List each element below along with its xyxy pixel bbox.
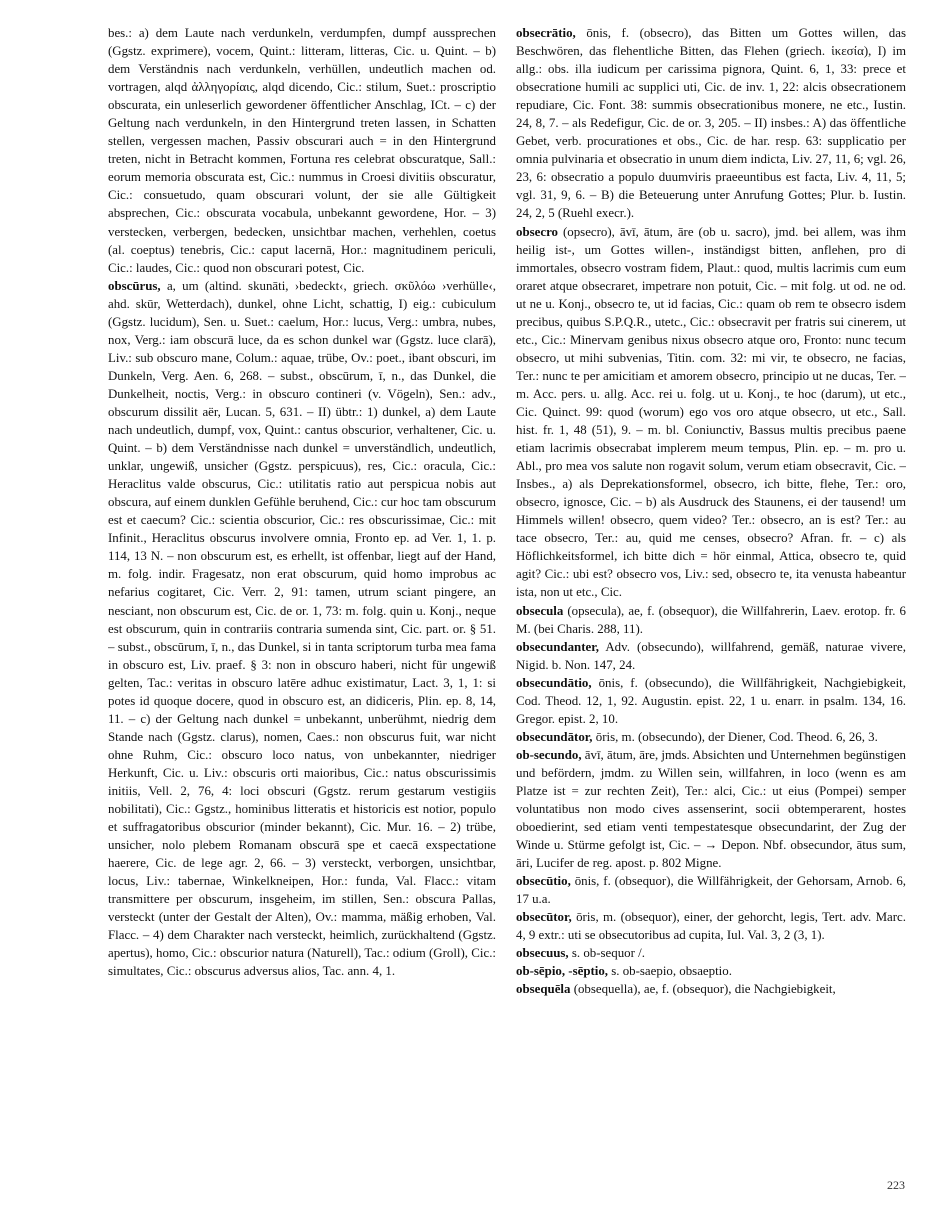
entry-text: Adv. (obsecundo), willfahrend, gemäß, naturae vivere, Nigid. b. Non. 147, 24. [516,639,906,672]
page-number: 223 [887,1178,905,1192]
entry-continuation [108,24,496,277]
entry [516,638,906,674]
entry-lemma: obscūrus, [108,278,161,293]
left-column [108,24,496,1174]
entry [516,602,906,638]
entry [516,872,906,908]
entry-text: (opsecula), ae, f. (obsequor), die Willfahrerin, Laev. erotop. fr. 6 M. (bei Charis. 288, 11). [516,603,906,636]
entry [516,223,906,602]
entry-lemma: ob-secundo, [516,747,582,762]
right-column [516,24,906,1174]
entry-lemma: obsecūtio, [516,874,571,889]
entry-lemma: obsequēla [516,982,571,997]
entry [108,277,496,981]
entry-text: s. ob-sequor /. [571,946,645,961]
entry-text: āvī, ātum, āre, jmds. Absichten und Unternehmen begünstigen und befördern, jmdm. zu Willen sein, willfahren, in loco (wenn es am Platze ist = zur rechten Zeit), Ter.: alci, Cic.: ut eius (Pompei) semper voluntatibus non modo cives assenserint, socii obtemperarent, hostes oboedierint, sed etiam venti tempestatesque obsecundarint, der Zug der Winde u. Stürme gefolgt ist, Cic. – → Depon. Nbf. obsecundor, ātus sum, āri, Lucifer de reg. apost. p. 802 Migne. [516,747,906,871]
entry-lemma: obsecundātor, [516,729,593,744]
entry-lemma: obsecuus, [516,946,569,961]
entry-lemma: obsecrātio, [516,26,576,40]
entry-lemma: obsecundanter, [516,639,599,654]
entry-lemma: obsecula [516,603,564,618]
entry-lemma: obsecro [516,224,559,239]
entry [516,980,906,998]
entry-lemma: obsecundātio, [516,675,592,690]
entry [516,944,906,962]
entry [516,962,906,980]
entry [516,908,906,944]
entry [516,746,906,872]
entry-text: (obsequella), ae, f. (obsequor), die Nachgiebigkeit, [573,982,836,997]
entry-text: ōris, m. (obsecundo), der Diener, Cod. Theod. 6, 26, 3. [595,729,878,744]
entry-lemma: ob-sēpio, -sēptio, [516,964,609,979]
entry-text: ōnis, f. (obsecundo), die Willfährigkeit, Nachgiebigkeit, Cod. Theod. 12, 1, 92. Augustin. epist. 22, 1 u. enarr. in psalm. 134, 16. Gregor. epist. 2, 10. [516,675,906,726]
entry-text: a, um (altind. skunāti, ›bedeckt‹, griech. σκῦλόω ›verhülle‹, ahd. skūr, Wetterdach), dunkel, ohne Licht, schattig, I) eig.: cubiculum (Ggstz. lucidum), Sen. u. Suet.: caelum, Hor.: lucus, Verg.: umbra, nubes, nox, Verg.: iam obscurā luce, da es schon dunkel war (Ggstz. luce clarā), Liv.: sub obscuro mane, Colum.: aquae, trübe, Ov.: poet., ibant obscuri, im Dunkeln, Verg. Aen. 6, 268. – subst., obscūrum, ī, n., das Dunkel, die Dunkelheit, noctis, Verg.: in obscuro contineri (v. Vögeln), Sen.: adv., obscurum dissilit aër, Lucan. 5, 631. – II) übtr.: 1) dunkel, a) dem Laute nach undeutlich, dumpf, vox, Quint.: cantus obscurior, verhaltener, Cic. u. Quint. – b) dem Verständnisse nach dunkel = unverständlich, undeutlich, unklar, ungewiß, unsicher (Ggstz. perspicuus), res, Cic.: oracula, Cic.: Heraclitus valde obscurus, Cic.: utilitatis ratio aut perspicua nobis aut obscura, auf einem dunklen Gefühle beruhend, Cic.: cur hoc tam obscurum est et caecum? Cic.: scientia obscurior, Cic.: res obscurissimae, Cic.: mit Infinit., Heraclitus obscurus involvere omnia, Fronto ep. ad Ver. 1, 1. p. 114, 13 N. – non obscurum est, es erhellt, ist offenbar, liegt auf der Hand, m. folg. indir. Fragesatz, non erat obscurum, quid homo improbus ac nefarius cogitaret, Cic. Verr. 2, 91: tamen, utrum sciant pingere, an nesciant, non obscurum est, Cic. de or. 1, 73: m. folg. quin u. Konj., neque est obscurum, quin in contrariis contraria sumenda sint, Cic. part. or. § 51. – subst., obscūrum, ī, n., das Dunkel, si in tanta scriptorum turba mea fama in obscuro est, Liv. praef. § 3: non in obscuro haberi, nicht für ungewiß gelten, Tac.: veritas in obscuro latēre adhuc existimatur, Lact. 3, 1, 1: si potes id quoque docere, quod in obscuro est, an didiceris, Plin. ep. 8, 14, 11. – c) der Geltung nach dunkel = unbekannt, unberühmt, niedrig dem Stande nach (Ggstz. clarus), nomen, Caes.: non obscurus fuit, war nicht ohne Ruhm, Cic.: obscuro loco natus, von unbekannter, niedriger Herkunft, Cic. u. Liv.: obscuris orti maioribus, Cic.: natus obscurissimis initiis, Vell. 2, 76, 4: loci obscuri (Ggstz. rerum gestarum vestigiis nobilitati), Cic.: Ggstz., hominibus litteratis et historicis est notior, populo et suffragatoribus obscurior (minder bekannt), Cic. Mur. 16. – 2) trübe, unsicher, nolo plebem Romanam obscurā spe et caecā exspectatione haerere, Cic. de lege agr. 2, 66. – 3) versteckt, verborgen, unsichtbar, locus, Liv.: tabernae, Winkelkneipen, Hor.: funda, Val. Flacc.: vitam transmittere per obscurum, insgeheim, im stillen, Sen.: obscura Pallas, versteckt (unter der Gestalt der Alten), Ov.: mamma, mäßig erhoben, Val. Flacc. – 4) dem Charakter nach versteckt, heimlich, zurückhaltend (Ggstz. apertus), homo, Cic.: obscurior natura (Naturell), Tac.: odium (Groll), Cic.: simultates, Cic.: obscurus adversus alios, Tac. ann. 4, 1. [108,278,496,979]
entry [516,674,906,728]
entry [516,728,906,746]
entry-text: ōris, m. (obsequor), einer, der gehorcht, legis, Tert. adv. Marc. 4, 9 extr.: uti se obsecutoribus ad cupita, Iul. Val. 3, 2 (3, 1). [516,910,906,943]
entry-text: s. ob-saepio, obsaeptio. [611,964,732,979]
entry [516,24,906,223]
entry-lemma: obsecūtor, [516,910,572,925]
entry-text: ōnis, f. (obsequor), die Willfährigkeit, der Gehorsam, Arnob. 6, 17 u.a. [516,874,906,907]
entry-text: bes.: a) dem Laute nach verdunkeln, verdumpfen, dumpf aussprechen (Ggstz. exprimere), vocem, Quint.: litteram, litteras, Cic. u. Quint. – b) dem Verständnis nach verdunkeln, verhüllen, undeutlich machen od. vortragen, alqd ἀλληγορίαις, alqd dicendo, Cic.: stilum, Suet.: proscriptio obscurata, ein unleserlich gewordener öffentlicher Anschlag, ICt. – c) der Geltung nach verdunkeln, in den Hintergrund treten lassen, in Schatten stellen, vergessen machen, Passiv obscurari auch = in den Hintergrund treten, nicht in Betracht kommen, Fortuna res celebrat obscuratque, Sall.: eorum memoria obscurata est, Cic.: nummus in Croesi divitiis obscuratur, Cic.: consuetudo, quam obscurari volunt, der sie alle Gültigkeit absprechen, Cic.: obscurata vocabula, unbekannt gewordene, Hor. – 3) verstecken, verbergen, bedecken, unsichtbar machen, verhehlen, coetus (al. coeptus) tenebris, Cic.: caput lacernā, Hor.: magnitudinem periculi, Cic.: laudes, Cic.: quod non obscurari potest, Cic. [108,26,496,275]
entry-text: (opsecro), āvī, ātum, āre (ob u. sacro), jmd. bei allem, was ihm heilig ist-, um Gottes willen-, inständigst bitten, anflehen, pro di immortales, obsecro vostram fidem, Plaut.: quod, multis lacrimis cum eum oraret atque obsecraret, impetrare non potuit, Cic. – mit folg. ut od. ne od. ut ne u. Konj., obsecro te, ut id facias, Cic.: quam ob rem te obsecro isdem precibus, quibus S.P.Q.R., utetc., Cic.: obsecravit per fratris sui cinerem, ut etc., Cic.: Minervam genibus nixus obsecro atque oro, Fronto: nunc tecum obsecro, ut mihi subvenias, Titin. com. 32: mi vir, te obsecro, ne facias, Ter.: nunc te per amicitiam et amorem obsecro, principio ut ne ducas, Ter. – m. Acc. pers. u. allg. Acc. rei u. folg. ut u. Konj., te hoc (darum), ut etc., Cic. Quinct. 99: quod (worum) ego vos oro atque obsecro, ut etc., Sall. hist. fr. 1, 48 (51), 9. – m. bl. Coniunctiv, Bassus multis precibus paene etiam lacrimis obsecrabat implerem meum tempus, Plin. ep. – m. pro u. Abl., pro mea vos salute non rogavit solum, verum etiam obsecravit, Cic. – Insbes., a) als Deprekationsformel, obsecro, ich bitte, flehe, Ter.: oro, obsecro, ignosce, Cic. – b) als Ausdruck des Staunens, ei der tausend! um Himmels willen! obsecro, quem video? Ter.: obsecro, an is est? Ter.: au tace obsecro, Ter.: au, quid me censes, obsecro? Afran. fr. – c) als Höflichkeitsformel, ich bitte dich = hör einmal, Attica, obsecro te, quid agit? Cic.: ubi est? obsecro vos, Liv.: sed, obsecro te, ita venusta habeantur ista, non ut etc., Cic. [516,224,906,600]
entry-text: ōnis, f. (obsecro), das Bitten um Gottes willen, das Beschwören, das flehentliche Bitten, das Flehen (griech. ἱκεσία), I) im allg.: obs. illa iudicum per carissima pignora, Quint. 6, 1, 33: prece et obsecratione humili ac supplici uti, Cic. de inv. 1, 22: alcis obsecrationem repudiare, Cic. Font. 38: summis obsecrationibus monere, ne etc., Iustin. 24, 8, 7. – als Redefigur, Cic. de or. 3, 205. – II) insbes.: A) das öffentliche Gebet, verb. procurationes et obs., Cic. de har. resp. 63: supplicatio per omnia pulvinaria et obsecratio in unum diem indicta, Liv. 27, 11, 6; vgl. 26, 23, 6: obsecratio a populo duumviris praeeuntibus est facta, Liv. 4, 11, 5; vgl. 31, 9, 6. – B) die Beteuerung unter Anrufung Gottes; Plur. b. Iustin. 24, 2, 5 (Ruehl execr.). [516,26,906,221]
